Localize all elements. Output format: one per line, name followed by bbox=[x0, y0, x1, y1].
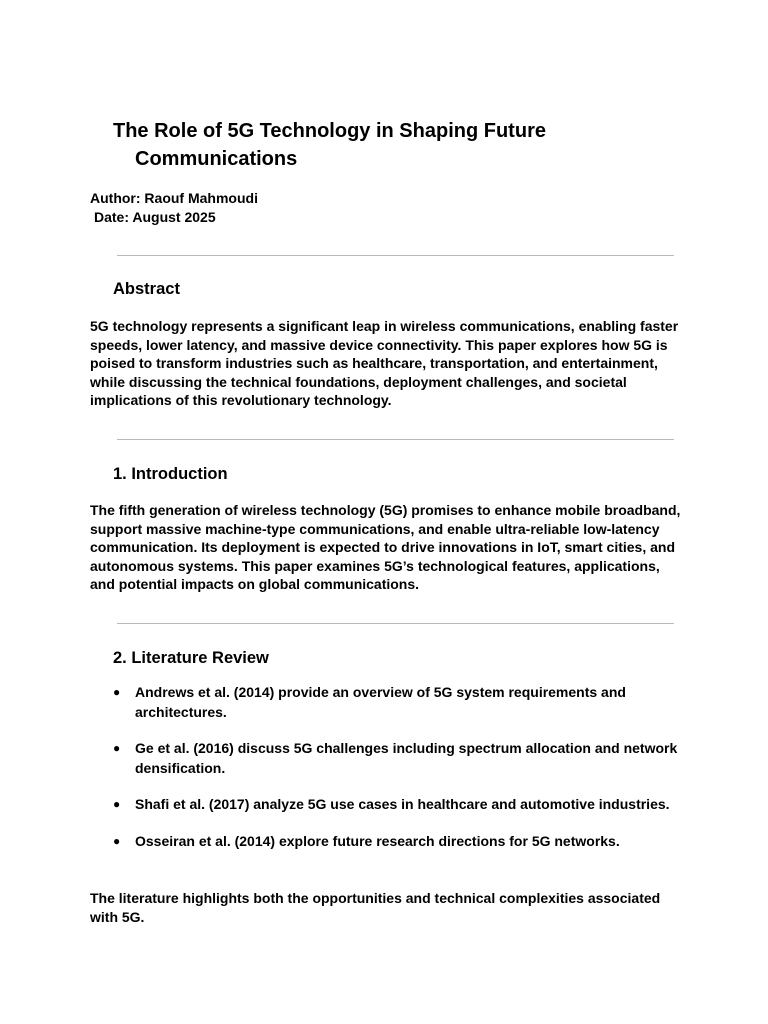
introduction-text: The fifth generation of wireless technology (5G) promises to enhance mobile broadband, support massive machine-type communications, and enable ultra-reliable low-latency communication. Its deployment is expected to drive innovations in IoT, smart cities, and autonomous systems. This paper examines 5G’s technological features, applications, and potential impacts on global communications. bbox=[90, 502, 681, 593]
author-line: Author: Raouf Mahmoudi bbox=[90, 190, 258, 206]
list-item-text: Osseiran et al. (2014) explore future research directions for 5G networks. bbox=[135, 832, 620, 849]
bullet-icon: ● bbox=[113, 685, 121, 699]
document-title-line-2: Communications bbox=[135, 148, 298, 170]
introduction-heading: 1. Introduction bbox=[113, 465, 228, 483]
date-line: Date: August 2025 bbox=[94, 209, 216, 225]
document-title-line-1: The Role of 5G Technology in Shaping Future bbox=[113, 120, 546, 142]
bullet-icon: ● bbox=[113, 741, 121, 755]
list-item bbox=[90, 739, 682, 778]
abstract-text: 5G technology represents a significant leap in wireless communications, enabling faster speeds, lower latency, and massive device connectivity. This paper explores how 5G is poised to transform industries such as healthcare, transportation, and entertainment, while discussing the technical foundations, deployment challenges, and societal implications of this revolutionary technology. bbox=[90, 318, 679, 409]
document-title bbox=[113, 117, 673, 173]
bullet-icon: ● bbox=[113, 797, 121, 811]
list-item-text: Ge et al. (2016) discuss 5G challenges including spectrum allocation and network densification. bbox=[135, 740, 678, 776]
literature-review-list bbox=[90, 683, 682, 868]
list-item bbox=[90, 683, 682, 722]
bullet-icon: ● bbox=[113, 833, 121, 848]
literature-review-conclusion: The literature highlights both the opportunities and technical complexities associated with 5G. bbox=[90, 890, 661, 925]
section-divider bbox=[117, 623, 674, 624]
list-item bbox=[90, 795, 682, 815]
abstract-heading: Abstract bbox=[113, 280, 180, 298]
list-item bbox=[90, 832, 682, 852]
section-divider bbox=[117, 255, 674, 256]
list-item-text: Andrews et al. (2014) provide an overview of 5G system requirements and architectures. bbox=[135, 684, 626, 720]
list-item-text: Shafi et al. (2017) analyze 5G use cases in healthcare and automotive industries. bbox=[135, 796, 670, 812]
literature-review-heading: 2. Literature Review bbox=[113, 649, 269, 667]
section-divider bbox=[117, 439, 674, 440]
